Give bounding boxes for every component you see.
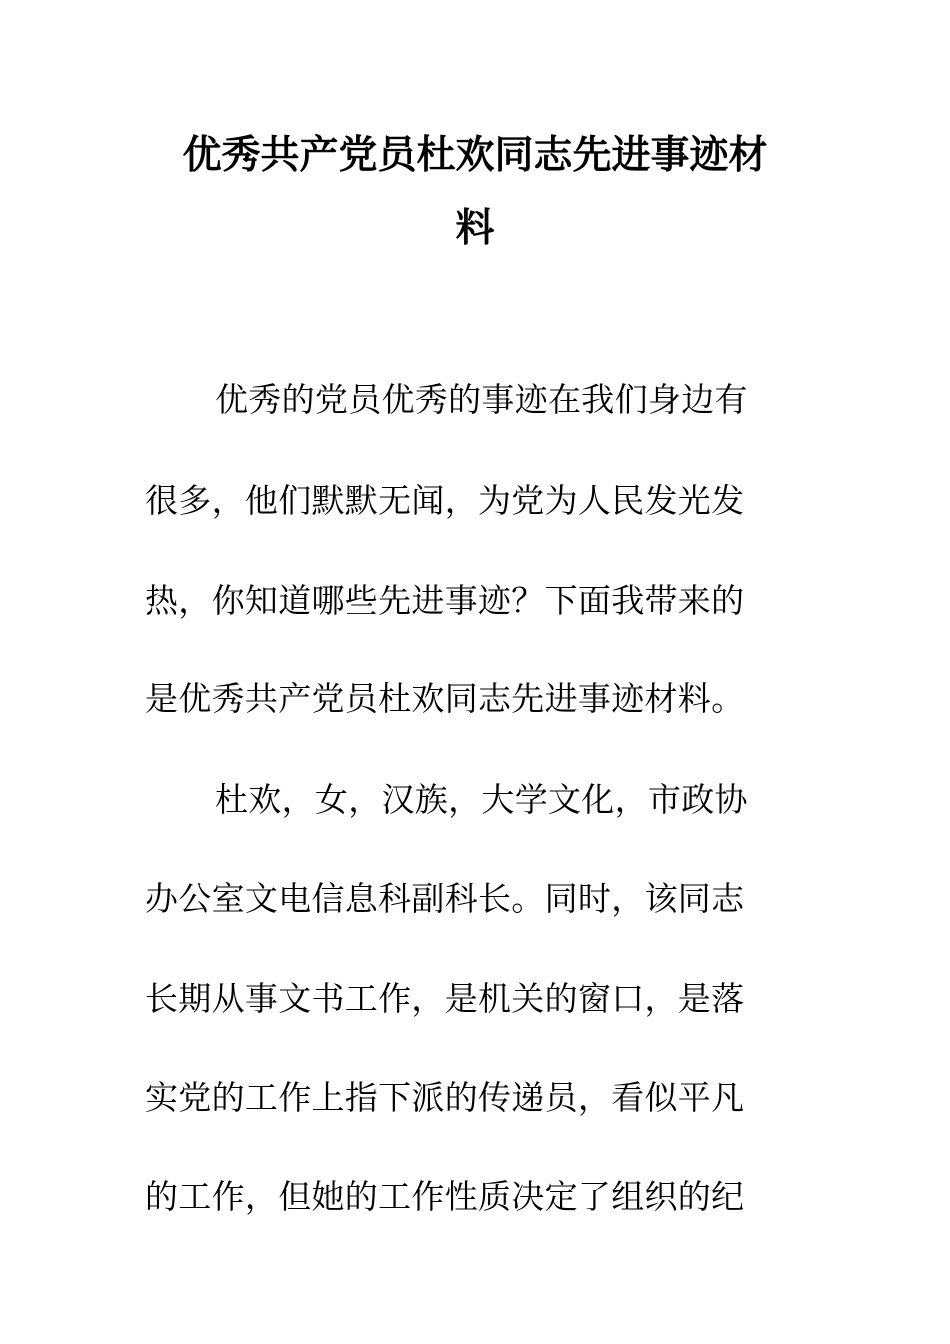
body-line-text: 的工作，但她的工作性质决定了组织的纪: [145, 1177, 745, 1216]
body-line-text: 杜欢，女，汉族，大学文化，市政协: [215, 780, 748, 819]
document-title-line-1: 优秀共产党员杜欢同志先进事迹材: [182, 133, 768, 178]
body-line-text: 热，你知道哪些先进事迹？下面我带来的: [145, 581, 745, 620]
body-line-text: 是优秀共产党员杜欢同志先进事迹材料。: [145, 679, 745, 718]
body-line-text: 很多，他们默默无闻，为党为人民发光发: [145, 481, 745, 520]
body-line-text: 优秀的党员优秀的事迹在我们身边有: [215, 380, 748, 419]
body-line-text: 办公室文电信息科副科长。同时，该同志: [145, 879, 745, 918]
document-title-line-2: 料: [455, 206, 495, 251]
body-line-text: 长期从事文书工作，是机关的窗口，是落: [145, 979, 745, 1018]
body-line-text: 实党的工作上指下派的传递员，看似平凡: [145, 1078, 745, 1117]
